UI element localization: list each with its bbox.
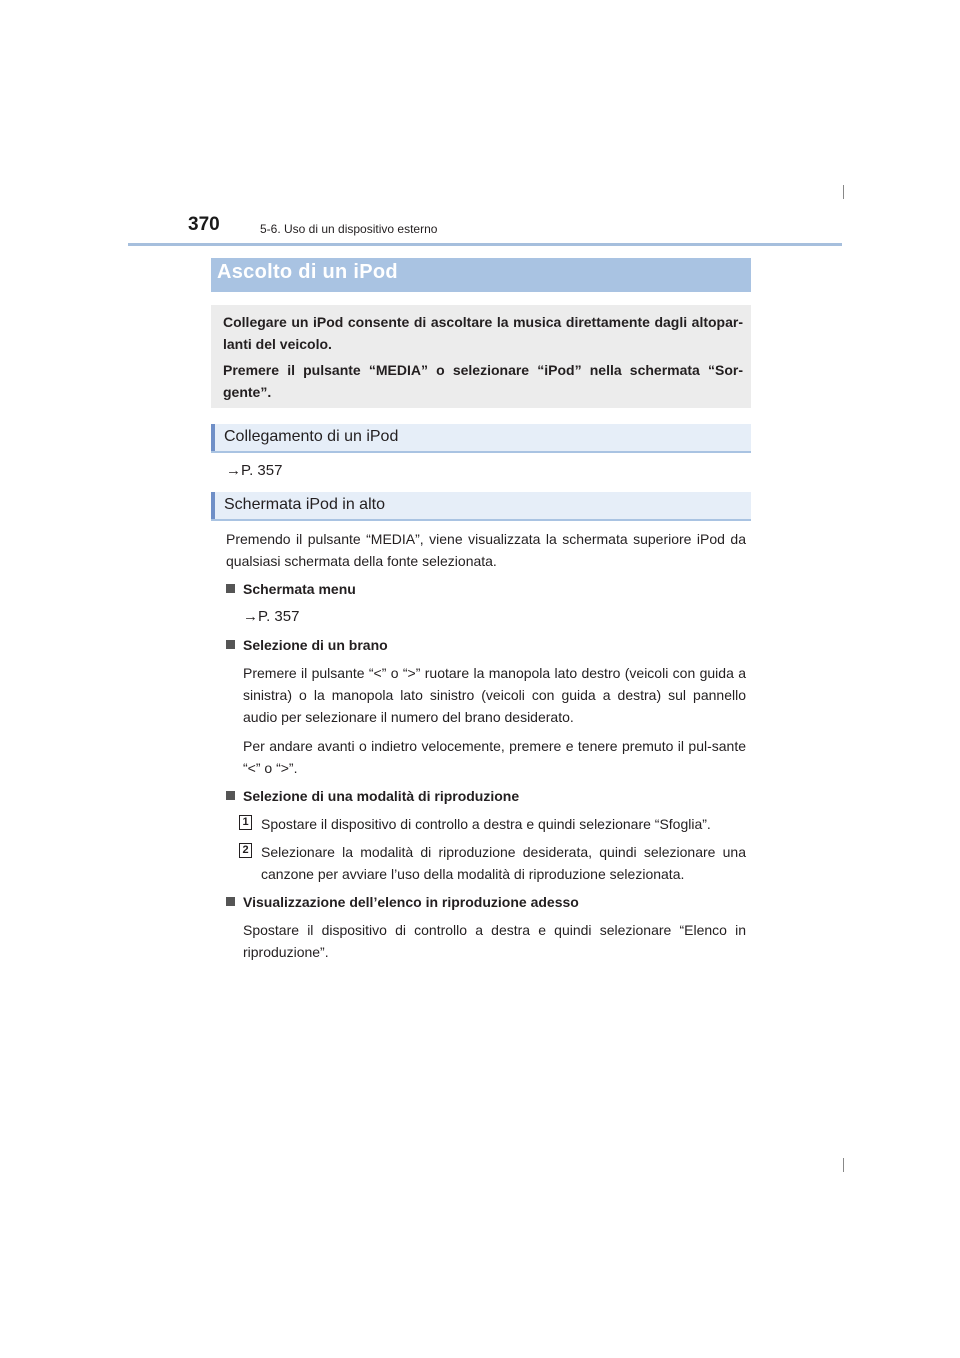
intro-box [211,305,751,408]
section-path: 5-6. Uso di un dispositivo esterno [260,222,438,236]
now-playing-text: Spostare il dispositivo di controllo a destra e quindi selezionare “Elenco in riproduzione”. [243,922,746,960]
menu-page-ref: →P. 357 [243,608,300,625]
square-bullet-icon [226,640,235,649]
track-select-text-1: Premere il pulsante “<” o “>” ruotare la manopola lato destro (veicoli con guida a sinistra) o la manopola lato sinistro (veicoli con guida a destra) sul pannello audio per selezionare il numero del brano desiderato. [243,665,746,725]
header-divider [128,243,842,246]
bullet-menu [226,579,356,599]
main-title: Ascolto di un iPod [217,261,398,283]
intro-paragraph-1: Collegare un iPod consente di ascoltare la musica direttamente dagli altopar-lanti del veicolo. [223,314,743,352]
heading-connect-label: Collegamento di un iPod [224,428,399,445]
track-select-text-2: Per andare avanti o indietro velocemente, premere e tenere premuto il pul-sante “<” o “>”. [243,738,746,776]
square-bullet-icon [226,584,235,593]
bullet-menu-title: Schermata menu [243,581,356,597]
step-text-1: Spostare il dispositivo di controllo a destra e quindi selezionare “Sfoglia”. [261,816,711,832]
square-bullet-icon [226,897,235,906]
crop-mark-bottom [843,1158,844,1172]
step-badge-2: 2 [239,843,252,858]
bullet-play-mode [226,786,519,806]
heading-top-screen [211,492,751,521]
page-number: 370 [188,214,220,235]
step-text-2: Selezionare la modalità di riproduzione desiderata, quindi selezionare una canzone per avviare l’uso della modalità di riproduzione selezionata. [261,844,746,882]
bullet-play-mode-title: Selezione di una modalità di riproduzione [243,788,520,804]
step-badge-1: 1 [239,815,252,830]
square-bullet-icon [226,791,235,800]
heading-top-screen-label: Schermata iPod in alto [224,496,385,513]
bullet-now-playing-title: Visualizzazione dell’elenco in riproduzione adesso [243,894,579,910]
bullet-track-select [226,635,388,655]
bullet-track-select-title: Selezione di un brano [243,637,388,653]
intro-paragraph-2: Premere il pulsante “MEDIA” o selezionare “iPod” nella schermata “Sor-gente”. [223,362,743,400]
top-screen-description: Premendo il pulsante “MEDIA”, viene visualizzata la schermata superiore iPod da qualsiasi schermata della fonte selezionata. [226,531,746,569]
bullet-now-playing [226,892,579,912]
main-title-bar [211,258,751,292]
crop-mark-top [843,185,844,199]
connect-page-ref: →P. 357 [226,462,283,479]
heading-connect [211,424,751,453]
